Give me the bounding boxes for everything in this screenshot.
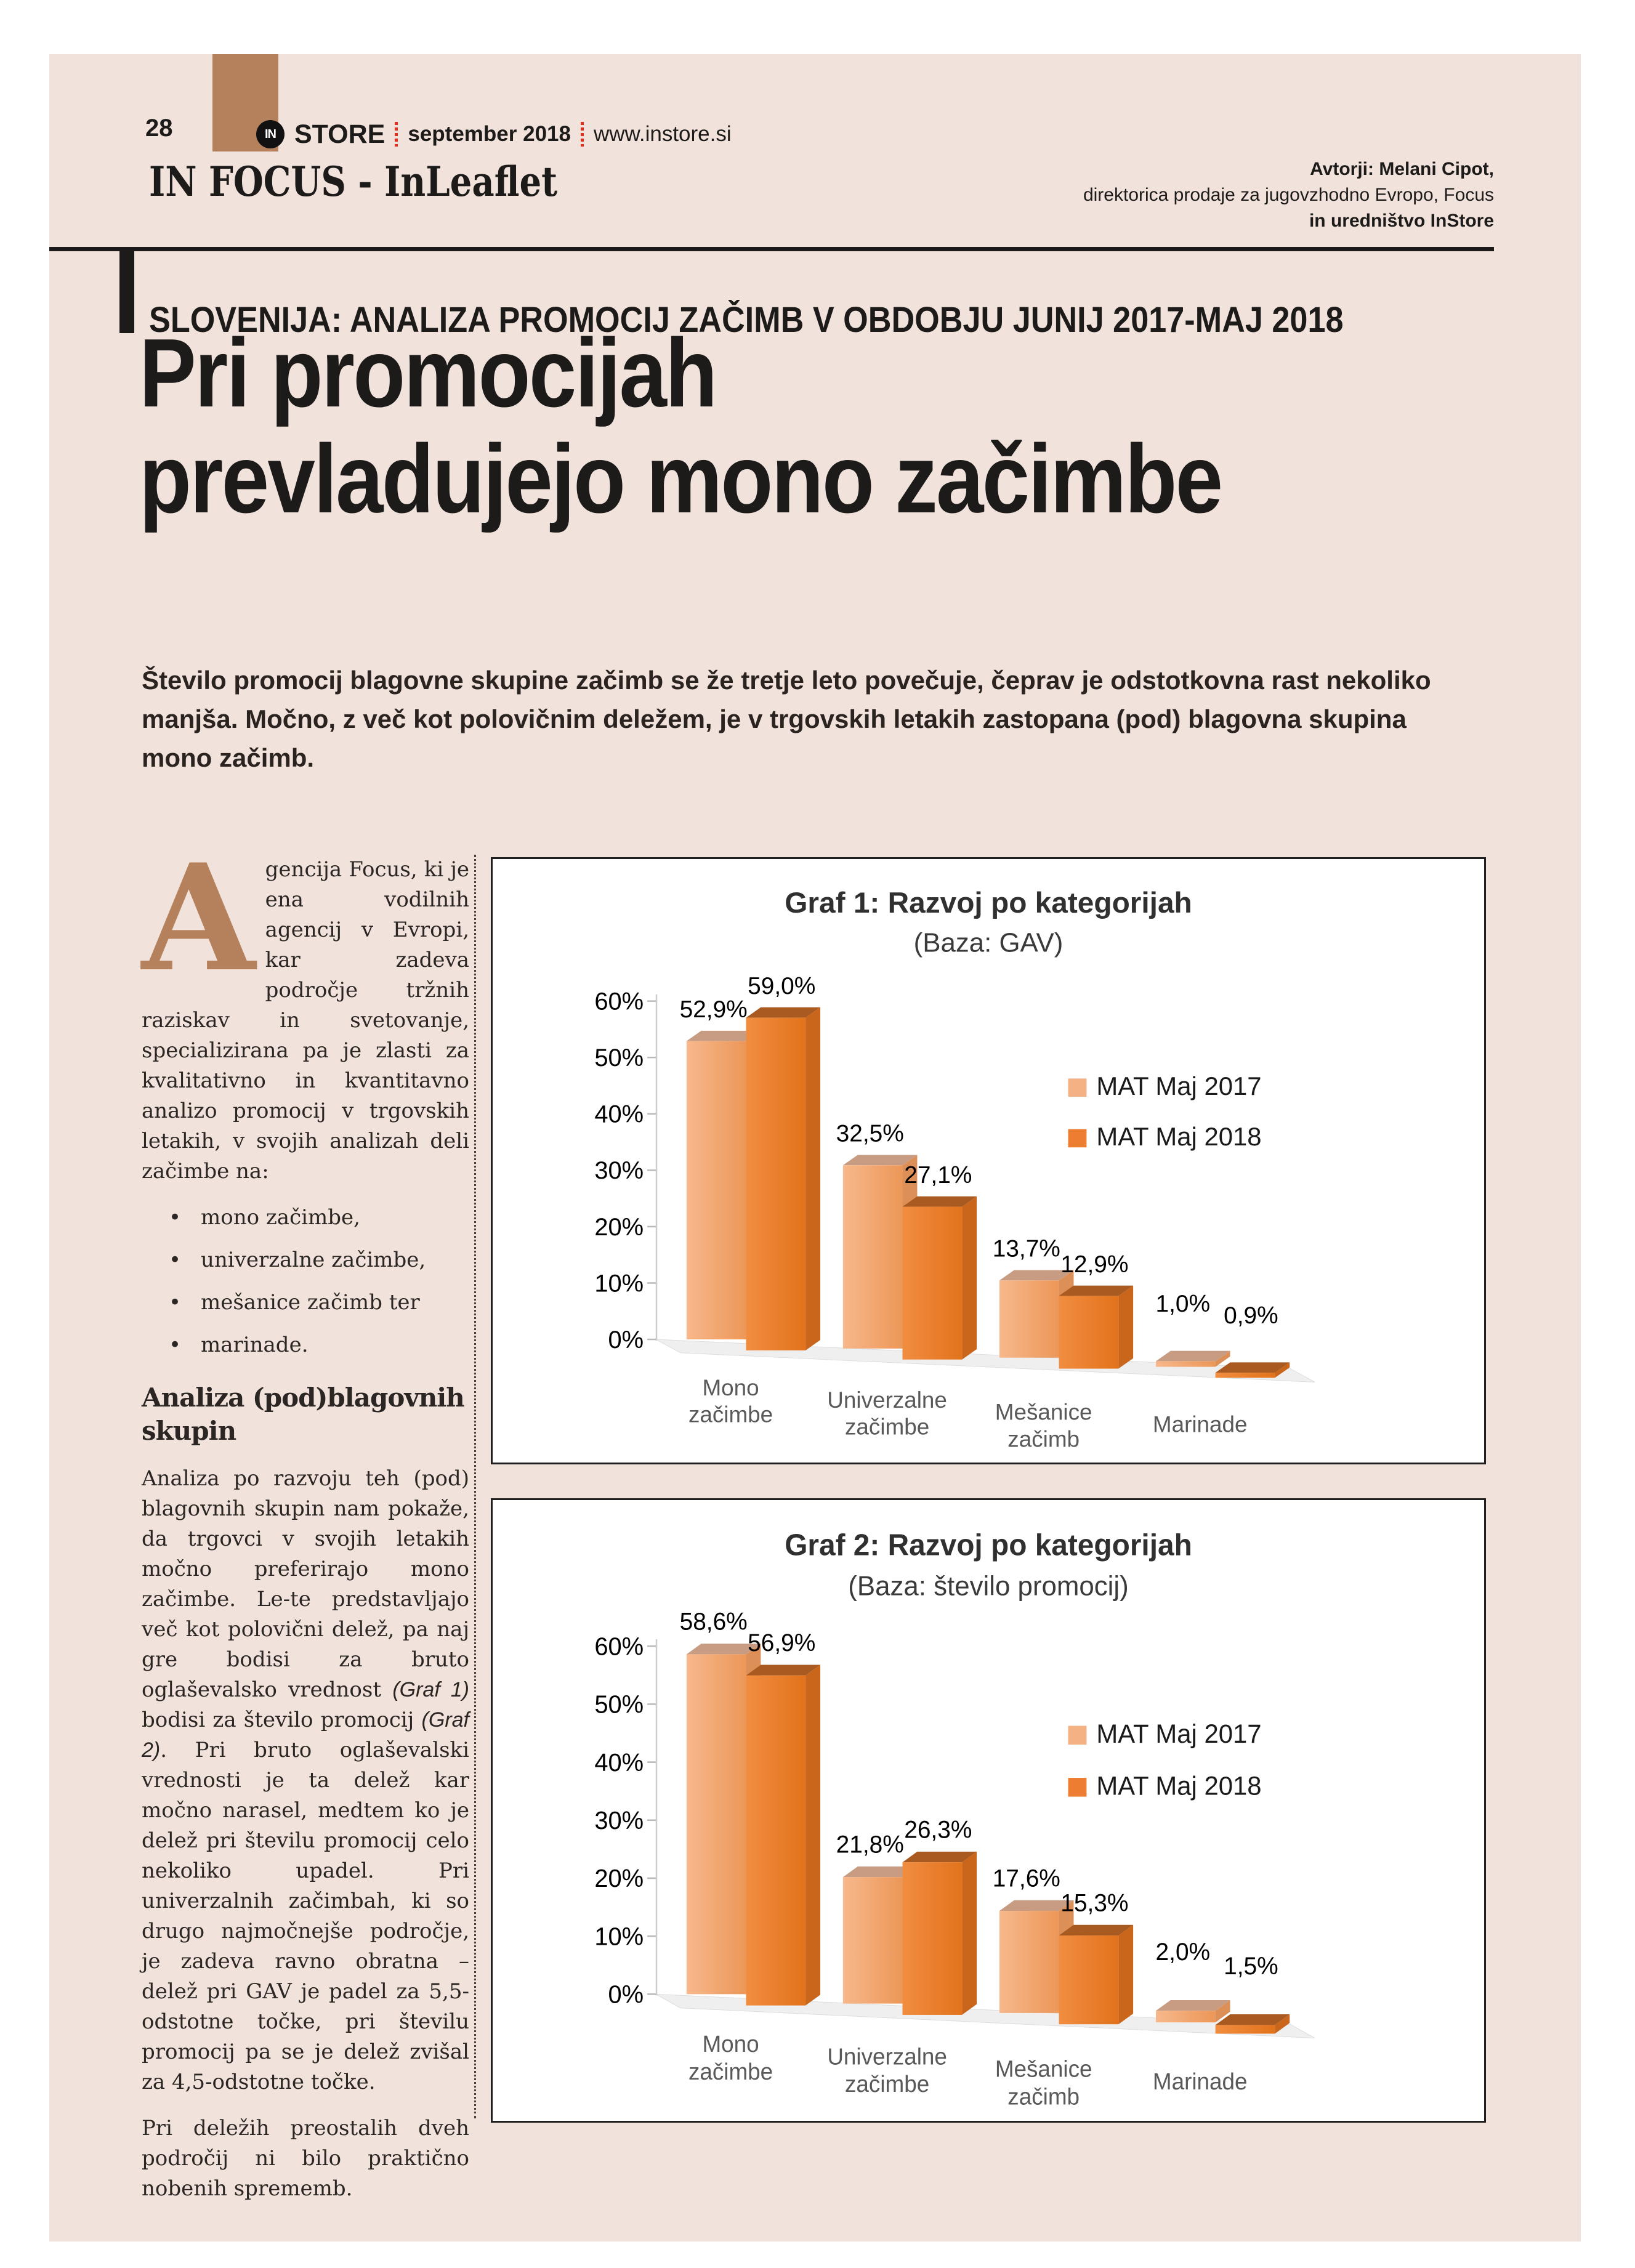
graf1-container [491, 857, 1486, 1464]
chart-subtitle: (Baza: število promocij) [848, 1571, 1129, 1602]
bullet-icon: • [169, 1333, 182, 1357]
value-label-2017: 2,0% [1155, 1938, 1211, 1966]
x-category-label: Marinade [1152, 2068, 1248, 2095]
paragraph-1-text: gencija Focus, ki je ena vodilnih agencij v Evropi, kar zadeva področje tržnih raziskav in svetovanje, specializirana pa je zlasti za kvalitativno in kvantitavno analizo promocij v trgovskih letakih, v svojih analizah deli začimbe na: [142, 857, 469, 1184]
value-label-2017: 32,5% [836, 1120, 904, 1147]
y-tick-label: 60% [594, 988, 644, 1015]
legend-label: MAT Maj 2017 [1096, 1071, 1262, 1101]
issue-date: september 2018 [408, 122, 571, 146]
value-label-2018: 0,9% [1224, 1302, 1278, 1329]
section-title: IN FOCUS - InLeaflet [149, 158, 558, 206]
value-label-2018: 26,3% [904, 1816, 972, 1844]
legend-label: MAT Maj 2018 [1096, 1122, 1262, 1152]
lead-paragraph: Število promocij blagovne skupine začimb se že tretje leto povečuje, čeprav je odstotkovna rast nekoliko manjša. Močno, z več kot polovičnim deležem, je v trgovskih letakih zastopana (pod) blagovna skupina mono začimb. [142, 666, 1431, 772]
graf2-reference: (Graf 2) [142, 1708, 469, 1762]
headline-line2: prevladujejo mono začimbe [139, 425, 1222, 533]
bar-front-face [1059, 1935, 1119, 2024]
value-label-2017: 17,6% [992, 1865, 1060, 1892]
body-column [142, 833, 470, 2220]
y-tick-label: 30% [594, 1806, 644, 1835]
graf2-container [491, 1498, 1486, 2123]
paragraph-2-text: bodisi za število promocij [142, 1708, 422, 1732]
masthead [256, 117, 732, 151]
y-tick-label: 50% [594, 1044, 644, 1072]
drop-cap: A [142, 833, 256, 1004]
article-headline [139, 320, 1221, 532]
x-category-label: Mešanice začimb [995, 2056, 1092, 2110]
value-label-2018: 15,3% [1060, 1889, 1129, 1917]
y-tick-label: 0% [608, 1980, 644, 2009]
value-label-2017: 13,7% [992, 1235, 1060, 1262]
headline-line1: Pri promocijah [139, 319, 716, 427]
list-item-text: mešanice začimb ter [201, 1290, 420, 1315]
value-label-2017: 52,9% [679, 996, 748, 1023]
value-label-2018: 27,1% [904, 1162, 972, 1188]
y-tick-label: 40% [594, 1100, 644, 1128]
paragraph-3: Pri deležih preostalih dveh področij ni bilo praktično nobenih sprememb. [142, 2116, 469, 2201]
dotted-separator-icon [581, 122, 584, 147]
paragraph-2-text: Analiza po razvoju teh (pod) blagovnih skupin nam pokaže, da trgovci v svojih letakih močno preferirajo mono začimbe. Le-te predstavljajo več kot polovični delež, pa naj gre bodisi za bruto oglaševalsko vrednost [142, 1466, 469, 1702]
bar-front-face [1059, 1296, 1119, 1368]
bar-front-face [999, 1280, 1059, 1357]
bullet-list [169, 1203, 469, 1360]
y-tick-label: 50% [594, 1690, 644, 1719]
column-divider [474, 855, 476, 2118]
legend-swatch [1068, 1129, 1087, 1148]
list-item [169, 1245, 469, 1275]
y-tick-label: 20% [594, 1864, 644, 1893]
list-item-text: mono začimbe, [201, 1205, 360, 1230]
y-tick-label: 20% [594, 1213, 644, 1241]
list-item-text: marinade. [201, 1333, 309, 1357]
instore-logo-icon: IN [256, 120, 285, 148]
author-role: direktorica prodaje za jugovzhodno Evropo, Focus [1083, 185, 1494, 205]
bar-front-face [746, 1018, 805, 1350]
author-editorial: in uredništvo InStore [1309, 211, 1494, 231]
bar-side-face [962, 1197, 977, 1360]
paragraph-1 [142, 833, 469, 1187]
chart-subtitle: (Baza: GAV) [913, 927, 1064, 958]
graf1-reference: (Graf 1) [392, 1678, 470, 1701]
list-item [169, 1203, 469, 1233]
chart-title: Graf 1: Razvoj po kategorijah [785, 887, 1192, 920]
page-number: 28 [145, 115, 173, 142]
kicker: SLOVENIJA: ANALIZA PROMOCIJ ZAČIMB V OBDOBJU JUNIJ 2017-MAJ 2018 [149, 300, 1344, 340]
bar-front-face [843, 1165, 903, 1349]
paragraph-2 [142, 1464, 469, 2097]
website-url: www.instore.si [593, 122, 732, 146]
bar-side-face [805, 1665, 820, 2005]
value-label-2017: 21,8% [836, 1831, 904, 1858]
value-label-2018: 59,0% [748, 973, 816, 999]
x-category-label: Mono začimbe [688, 2030, 773, 2084]
bar-front-face [1216, 2025, 1275, 2033]
authors-block [788, 156, 1494, 234]
author-name: Avtorji: Melani Cipot, [1310, 159, 1494, 179]
list-item-text: univerzalne začimbe, [201, 1248, 426, 1272]
bar-side-face [805, 1007, 820, 1350]
x-category-label: Mešanice začimb [995, 1399, 1092, 1452]
graf2-razvoj-po-kategorijah-chart [493, 1500, 1484, 2121]
page-sheet [49, 54, 1581, 2242]
bar-side-face [962, 1852, 977, 2015]
chart-title: Graf 2: Razvoj po kategorijah [785, 1528, 1192, 1562]
x-category-label: Mono začimbe [688, 1375, 773, 1427]
bar-front-face [903, 1207, 963, 1360]
bullet-icon: • [169, 1248, 182, 1272]
bar-front-face [1216, 1373, 1275, 1378]
bar-front-face [903, 1862, 963, 2015]
y-tick-label: 40% [594, 1748, 644, 1777]
value-label-2018: 1,5% [1224, 1952, 1278, 1980]
bullet-icon: • [169, 1205, 182, 1230]
list-item [169, 1330, 469, 1360]
header-rule [49, 247, 1494, 251]
y-tick-label: 60% [594, 1632, 644, 1661]
y-tick-label: 0% [608, 1326, 644, 1354]
x-category-label: Univerzalne začimbe [827, 2043, 947, 2097]
bar-front-face [843, 1877, 903, 2003]
masthead-brand: STORE [294, 119, 386, 149]
graf1-razvoj-po-kategorijah-chart [493, 859, 1484, 1463]
paragraph-2-text: . Pri bruto oglaševalski vrednosti je ta delež kar močno narasel, medtem ko je delež pri številu promocij celo nekoliko upadel. Pri univerzalnih začimbah, ki so drugo najmočnejše področje, je zadeva ravno obratna – delež pri GAV je padel za 5,5-odstotne točke, pri številu promocij pa se je delež zvišal za 4,5-odstotne točke. [142, 1738, 469, 2094]
legend-swatch [1068, 1778, 1087, 1797]
legend-swatch [1068, 1078, 1087, 1097]
bar-front-face [1156, 2011, 1216, 2022]
y-tick-label: 10% [594, 1270, 644, 1297]
legend-swatch [1068, 1726, 1087, 1745]
bar-side-face [1118, 1925, 1133, 2024]
bullet-icon: • [169, 1290, 182, 1315]
bar-front-face [1156, 1361, 1216, 1366]
bar-front-face [746, 1676, 805, 2006]
x-category-label: Univerzalne začimbe [827, 1387, 947, 1440]
dotted-separator-icon [395, 122, 398, 147]
bar-front-face [999, 1911, 1059, 2013]
legend-label: MAT Maj 2018 [1096, 1771, 1262, 1801]
x-category-label: Marinade [1152, 1411, 1248, 1437]
subheading: Analiza (pod)blagovnih skupin [142, 1382, 464, 1446]
list-item [169, 1288, 469, 1318]
bar-side-face [1118, 1286, 1133, 1369]
y-tick-label: 30% [594, 1157, 644, 1185]
kicker-bar [119, 247, 134, 333]
y-tick-label: 10% [594, 1923, 644, 1951]
value-label-2017: 58,6% [679, 1608, 748, 1636]
bar-front-face [687, 1654, 746, 1994]
legend-label: MAT Maj 2017 [1096, 1719, 1262, 1749]
bar-front-face [687, 1041, 746, 1339]
value-label-2017: 1,0% [1155, 1291, 1211, 1318]
value-label-2018: 12,9% [1060, 1251, 1129, 1278]
value-label-2018: 56,9% [748, 1629, 816, 1657]
